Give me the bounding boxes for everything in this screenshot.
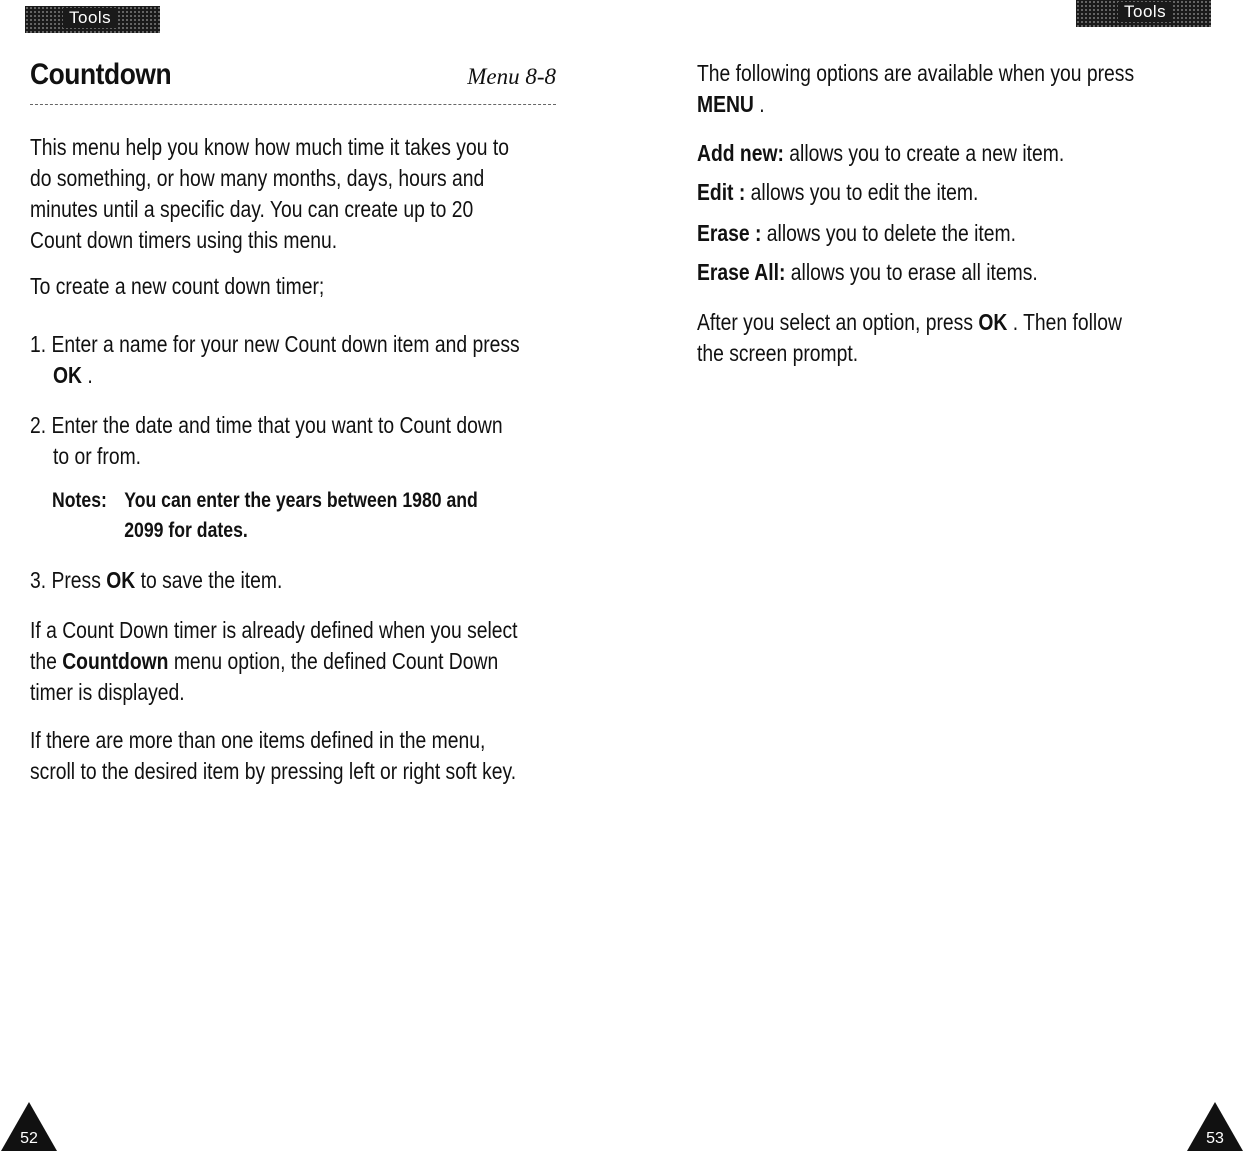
page-number: 53 bbox=[1206, 1130, 1224, 1147]
page-number-left bbox=[0, 1100, 58, 1152]
section-tab-label: Tools bbox=[1118, 2, 1172, 22]
intro-line: Count down timers using this menu. bbox=[30, 227, 338, 253]
step-1 bbox=[30, 329, 520, 360]
after-select-line bbox=[697, 307, 1122, 338]
option-erase bbox=[697, 218, 1016, 249]
text-run: . bbox=[753, 91, 765, 117]
ok-key: OK bbox=[53, 362, 82, 388]
ok-key: OK bbox=[106, 567, 136, 593]
page-number-right bbox=[1186, 1100, 1244, 1152]
section-tab-label: Tools bbox=[63, 8, 117, 28]
more-line: scroll to the desired item by pressing left or right soft key. bbox=[30, 758, 517, 784]
after-select-line: the screen prompt. bbox=[697, 340, 859, 366]
text-run: menu option, the defined Count Down bbox=[168, 648, 499, 674]
page-number: 52 bbox=[20, 1130, 38, 1147]
section-tab-left bbox=[25, 6, 160, 33]
text-run: the bbox=[30, 648, 63, 674]
step-text: Enter a name for your new Count down item and press bbox=[51, 331, 520, 357]
option-desc: allows you to erase all items. bbox=[785, 259, 1038, 285]
defined-line bbox=[30, 646, 498, 677]
notes-label: Notes: bbox=[52, 489, 107, 512]
title-divider bbox=[30, 104, 556, 105]
option-edit bbox=[697, 177, 978, 208]
step-number: 2. bbox=[30, 412, 47, 438]
option-add-new bbox=[697, 138, 1064, 169]
step-3 bbox=[30, 565, 282, 596]
intro-line: minutes until a specific day. You can create up to 20 bbox=[30, 196, 474, 222]
notes-text: You can enter the years between 1980 and bbox=[124, 489, 478, 512]
intro-line: do something, or how many months, days, hours and bbox=[30, 165, 485, 191]
menu-key: MENU bbox=[697, 91, 754, 117]
step-2 bbox=[30, 410, 503, 441]
option-term: Erase All: bbox=[697, 259, 786, 285]
notes-block bbox=[52, 486, 478, 542]
intro-line: This menu help you know how much time it takes you to bbox=[30, 134, 509, 160]
create-intro: To create a new count down timer; bbox=[30, 273, 325, 299]
notes-text: 2099 for dates. bbox=[124, 519, 248, 542]
defined-line: timer is displayed. bbox=[30, 679, 185, 705]
option-term: Edit : bbox=[697, 179, 746, 205]
menu-reference: Menu 8-8 bbox=[467, 64, 556, 89]
option-desc: allows you to create a new item. bbox=[783, 140, 1065, 166]
option-term: Erase : bbox=[697, 220, 762, 246]
ok-key: OK bbox=[978, 309, 1008, 335]
page-title: Countdown bbox=[30, 58, 172, 91]
step-number: 1. bbox=[30, 331, 47, 357]
step-2-continuation: to or from. bbox=[53, 443, 142, 469]
countdown-term: Countdown bbox=[62, 648, 169, 674]
step-text: to save the item. bbox=[135, 567, 283, 593]
option-desc: allows you to edit the item. bbox=[745, 179, 979, 205]
option-desc: allows you to delete the item. bbox=[761, 220, 1016, 246]
more-line: If there are more than one items defined in the menu, bbox=[30, 727, 486, 753]
options-intro: The following options are available when you press bbox=[697, 60, 1135, 86]
step-text: Press bbox=[51, 567, 107, 593]
options-intro-key bbox=[697, 89, 765, 120]
step-text: . bbox=[81, 362, 93, 388]
section-tab-right bbox=[1076, 0, 1211, 27]
step-text: Enter the date and time that you want to Count down bbox=[51, 412, 503, 438]
option-term: Add new: bbox=[697, 140, 784, 166]
defined-line: If a Count Down timer is already defined when you select bbox=[30, 617, 518, 643]
step-1-continuation bbox=[53, 360, 93, 391]
step-number: 3. bbox=[30, 567, 47, 593]
text-run: . Then follow bbox=[1007, 309, 1122, 335]
text-run: After you select an option, press bbox=[697, 309, 979, 335]
option-erase-all bbox=[697, 257, 1038, 288]
